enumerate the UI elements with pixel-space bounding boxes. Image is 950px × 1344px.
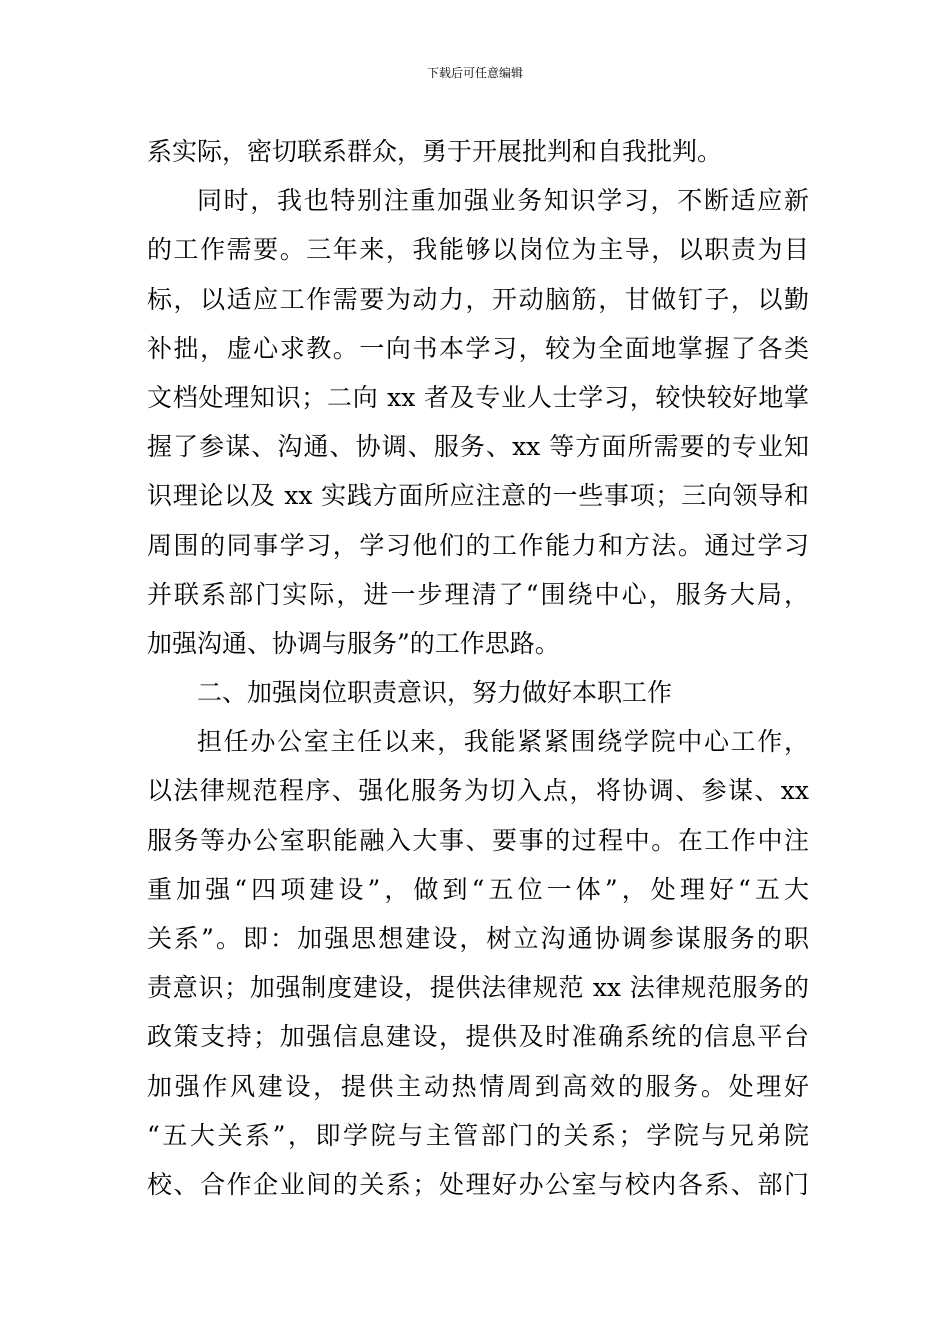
body-line: 担任办公室主任以来，我能紧紧围绕学院中心工作， [197, 727, 809, 757]
section-heading: 二、加强岗位职责意识，努力做好本职工作 [197, 678, 673, 708]
body-line: 的工作需要。三年来，我能够以岗位为主导，以职责为目 [147, 235, 809, 265]
body-line: 识理论以及 xx 实践方面所应注意的一些事项；三向领导和 [147, 481, 809, 511]
body-line: 以法律规范程序、强化服务为切入点，将协调、参谋、xx [147, 776, 809, 806]
body-line: 系实际，密切联系群众，勇于开展批判和自我批判。 [147, 137, 723, 166]
body-line: 周围的同事学习，学习他们的工作能力和方法。通过学习 [147, 530, 809, 560]
body-line: 关系”。即：加强思想建设，树立沟通协调参谋服务的职 [147, 924, 809, 953]
body-line: 政策支持；加强信息建设，提供及时准确系统的信息平台 [147, 1022, 809, 1052]
body-line: 加强沟通、协调与服务”的工作思路。 [147, 628, 560, 658]
document-body [147, 127, 809, 1209]
body-line: 文档处理知识；二向 xx 者及专业人士学习，较快较好地掌 [147, 382, 809, 412]
body-line: 并联系部门实际，进一步理清了“围绕中心，服务大局， [147, 579, 809, 609]
body-line: 重加强“四项建设”，做到“五位一体”，处理好“五大 [147, 874, 809, 904]
body-line: 标，以适应工作需要为动力，开动脑筋，甘做钉子，以勤 [147, 284, 809, 314]
page-header-note: 下载后可任意编辑 [426, 66, 523, 80]
body-line: 校、合作企业间的关系；处理好办公室与校内各系、部门 [147, 1169, 809, 1199]
body-line: 责意识；加强制度建设，提供法律规范 xx 法律规范服务的 [147, 973, 809, 1003]
body-line: 服务等办公室职能融入大事、要事的过程中。在工作中注 [147, 825, 809, 855]
body-line: 握了参谋、沟通、协调、服务、xx 等方面所需要的专业知 [147, 432, 809, 462]
body-line: 补拙，虚心求教。一向书本学习，较为全面地掌握了各类 [147, 333, 809, 363]
body-line: 同时，我也特别注重加强业务知识学习，不断适应新 [197, 186, 809, 216]
body-line: 加强作风建设，提供主动热情周到高效的服务。处理好 [147, 1071, 809, 1101]
body-line: “五大关系”，即学院与主管部门的关系；学院与兄弟院 [147, 1120, 809, 1150]
